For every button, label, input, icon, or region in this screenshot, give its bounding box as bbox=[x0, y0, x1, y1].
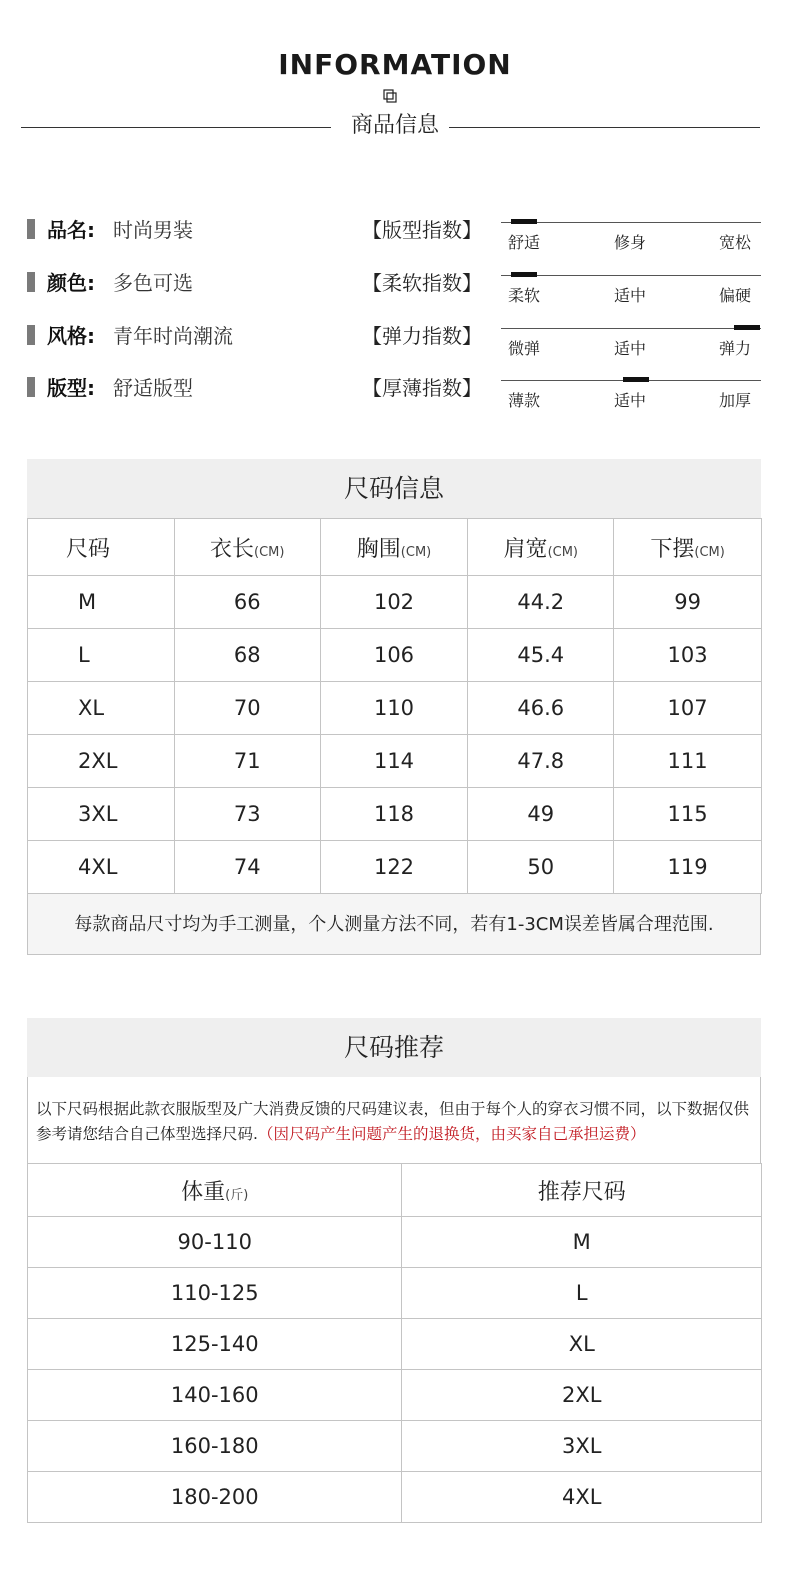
table-cell: L bbox=[28, 629, 175, 682]
column-header-text: 尺码 bbox=[66, 536, 111, 562]
table-cell: 2XL bbox=[402, 1370, 762, 1421]
column-header bbox=[614, 519, 762, 576]
table-cell: 140-160 bbox=[28, 1370, 402, 1421]
table-cell: 180-200 bbox=[28, 1472, 402, 1523]
scale-marker bbox=[734, 325, 760, 330]
column-header bbox=[320, 519, 468, 576]
table-cell: 102 bbox=[320, 576, 468, 629]
table-cell: 160-180 bbox=[28, 1421, 402, 1472]
column-header bbox=[28, 1164, 402, 1217]
table-cell: M bbox=[28, 576, 175, 629]
table-row bbox=[28, 788, 762, 841]
column-header-text: 推荐尺码 bbox=[537, 1179, 626, 1205]
info-label: 版型: bbox=[47, 376, 95, 400]
table-cell: 71 bbox=[174, 735, 320, 788]
column-header-unit: (斤) bbox=[225, 1187, 249, 1203]
column-header bbox=[468, 519, 614, 576]
info-label: 颜色: bbox=[47, 271, 95, 295]
scale-marker bbox=[623, 377, 649, 382]
table-cell: 73 bbox=[174, 788, 320, 841]
table-cell: 74 bbox=[174, 841, 320, 894]
table-cell: 3XL bbox=[28, 788, 175, 841]
column-header bbox=[28, 519, 175, 576]
info-row bbox=[0, 263, 790, 303]
header-title: INFORMATION bbox=[278, 48, 512, 81]
table-cell: 66 bbox=[174, 576, 320, 629]
table-cell: 50 bbox=[468, 841, 614, 894]
scale-label: 微弹 bbox=[508, 339, 541, 358]
table-cell: 49 bbox=[468, 788, 614, 841]
table-header-row bbox=[28, 1164, 762, 1217]
size-rec-table bbox=[27, 1163, 762, 1523]
size-rec-return-note: （因尺码产生问题产生的退换货，由买家自己承担运费） bbox=[257, 1125, 646, 1143]
size-rec-title: 尺码推荐 bbox=[27, 1018, 761, 1077]
table-cell: 4XL bbox=[28, 841, 175, 894]
size-info-table bbox=[27, 518, 762, 894]
column-header-unit: (CM) bbox=[254, 544, 285, 560]
table-row bbox=[28, 1472, 762, 1523]
table-cell: 47.8 bbox=[468, 735, 614, 788]
column-header-text: 胸围 bbox=[356, 536, 401, 562]
table-row bbox=[28, 841, 762, 894]
scale-label: 适中 bbox=[614, 286, 647, 305]
column-header bbox=[402, 1164, 762, 1217]
table-cell: 119 bbox=[614, 841, 762, 894]
info-row bbox=[0, 368, 790, 408]
scale-label: 舒适 bbox=[508, 233, 541, 252]
table-row bbox=[28, 1421, 762, 1472]
measurement-note: 每款商品尺寸均为手工测量，个人测量方法不同，若有1-3CM误差皆属合理范围. bbox=[27, 894, 761, 955]
scale-label: 薄款 bbox=[508, 391, 541, 410]
info-value: 青年时尚潮流 bbox=[113, 324, 233, 348]
scale-label: 修身 bbox=[614, 233, 647, 252]
scale-label: 适中 bbox=[614, 391, 647, 410]
column-header-text: 下摆 bbox=[650, 536, 695, 562]
table-cell: XL bbox=[28, 682, 175, 735]
table-cell: 2XL bbox=[28, 735, 175, 788]
table-row bbox=[28, 629, 762, 682]
bullet-bar-icon bbox=[27, 219, 35, 239]
bullet-bar-icon bbox=[27, 325, 35, 345]
bullet-bar-icon bbox=[27, 377, 35, 397]
table-row bbox=[28, 682, 762, 735]
table-cell: 115 bbox=[614, 788, 762, 841]
overlap-squares-icon bbox=[383, 89, 397, 103]
bullet-bar-icon bbox=[27, 272, 35, 292]
table-row bbox=[28, 576, 762, 629]
column-header-unit: (CM) bbox=[547, 544, 578, 560]
scale-label: 弹力 bbox=[719, 339, 752, 358]
size-rec-description bbox=[27, 1077, 761, 1163]
table-cell: 46.6 bbox=[468, 682, 614, 735]
table-cell: 110 bbox=[320, 682, 468, 735]
info-row bbox=[0, 210, 790, 250]
table-cell: 68 bbox=[174, 629, 320, 682]
table-cell: 3XL bbox=[402, 1421, 762, 1472]
scale-track bbox=[501, 328, 761, 329]
table-cell: 4XL bbox=[402, 1472, 762, 1523]
scale-marker bbox=[511, 272, 537, 277]
table-row bbox=[28, 1319, 762, 1370]
table-cell: L bbox=[402, 1268, 762, 1319]
header-subtitle: 商品信息 bbox=[350, 113, 439, 138]
table-header-row bbox=[28, 519, 762, 576]
table-cell: 122 bbox=[320, 841, 468, 894]
index-label: 【弹力指数】 bbox=[362, 324, 482, 348]
size-rec-desc-text: 以下尺码根据此款衣服版型及广大消费反馈的尺码建议表，但由于每个人的穿衣习惯不同，以下数据仅供参考请您结合自己体型选择尺码. bbox=[36, 1100, 750, 1143]
scale-label: 柔软 bbox=[508, 286, 541, 305]
info-value: 舒适版型 bbox=[113, 376, 193, 400]
column-header-text: 体重 bbox=[181, 1179, 226, 1205]
info-value: 时尚男装 bbox=[113, 218, 193, 242]
info-value: 多色可选 bbox=[113, 271, 193, 295]
column-header bbox=[174, 519, 320, 576]
scale-label: 偏硬 bbox=[719, 286, 752, 305]
index-label: 【柔软指数】 bbox=[362, 271, 482, 295]
table-cell: 118 bbox=[320, 788, 468, 841]
table-cell: 114 bbox=[320, 735, 468, 788]
table-cell: 111 bbox=[614, 735, 762, 788]
table-cell: 107 bbox=[614, 682, 762, 735]
scale-marker bbox=[511, 219, 537, 224]
table-cell: M bbox=[402, 1217, 762, 1268]
table-cell: 103 bbox=[614, 629, 762, 682]
scale-label: 适中 bbox=[614, 339, 647, 358]
column-header-unit: (CM) bbox=[400, 544, 432, 560]
column-header-text: 肩宽 bbox=[503, 536, 548, 562]
scale-label: 宽松 bbox=[719, 233, 752, 252]
info-label: 品名: bbox=[47, 218, 95, 242]
table-row bbox=[28, 1268, 762, 1319]
info-label: 风格: bbox=[47, 324, 95, 348]
table-cell: 110-125 bbox=[28, 1268, 402, 1319]
table-row bbox=[28, 1370, 762, 1421]
table-cell: 70 bbox=[174, 682, 320, 735]
table-cell: XL bbox=[402, 1319, 762, 1370]
table-cell: 90-110 bbox=[28, 1217, 402, 1268]
info-row bbox=[0, 316, 790, 356]
table-row bbox=[28, 735, 762, 788]
table-cell: 45.4 bbox=[468, 629, 614, 682]
index-label: 【厚薄指数】 bbox=[362, 376, 482, 400]
index-label: 【版型指数】 bbox=[362, 218, 482, 242]
column-header-text: 衣长 bbox=[210, 536, 255, 562]
size-info-title: 尺码信息 bbox=[27, 459, 761, 518]
scale-label: 加厚 bbox=[719, 391, 752, 410]
table-cell: 106 bbox=[320, 629, 468, 682]
scale-track bbox=[501, 275, 761, 276]
table-cell: 125-140 bbox=[28, 1319, 402, 1370]
table-cell: 44.2 bbox=[468, 576, 614, 629]
table-row bbox=[28, 1217, 762, 1268]
column-header-unit: (CM) bbox=[694, 544, 725, 560]
scale-track bbox=[501, 222, 761, 223]
table-cell: 99 bbox=[614, 576, 762, 629]
